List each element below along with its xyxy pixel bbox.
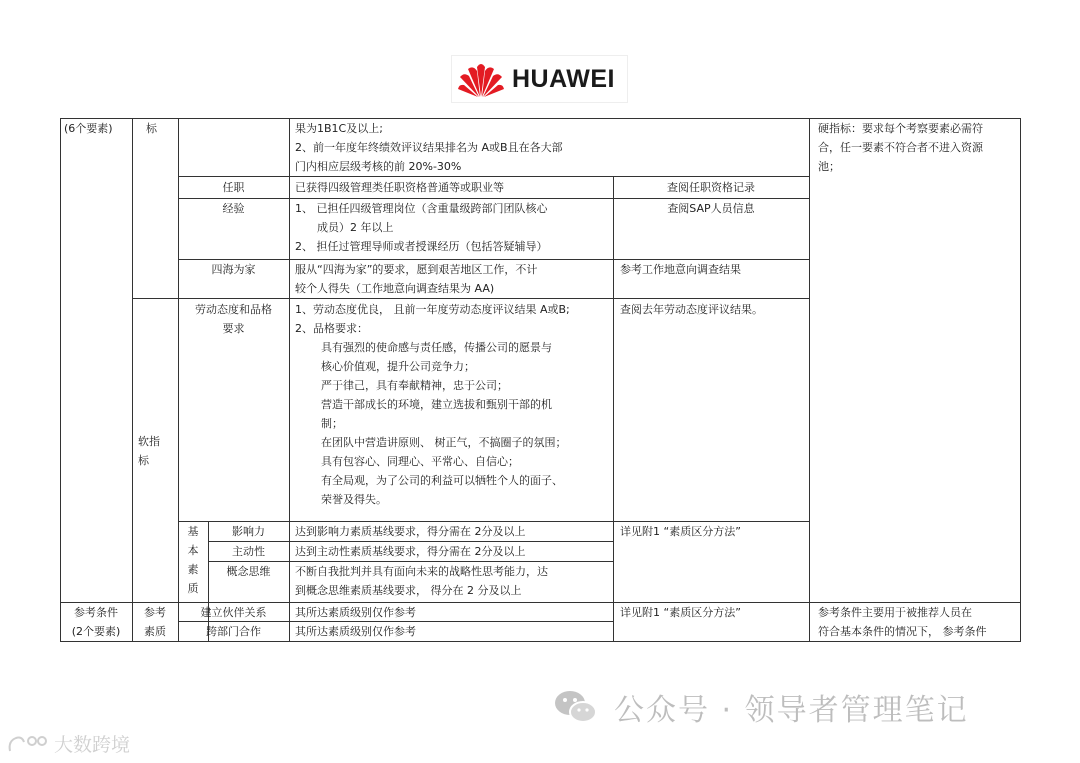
reference-condition-note: 参考条件主要用于被推荐人员在 符合基本条件的情况下， 参考条件: [818, 606, 987, 638]
experience-requirement: 1、 已担任四级管理岗位（含重量级跨部门团队核心 成员）2 年以上 2、 担任过管理导师或者授课经历（包括答疑辅导）: [295, 202, 548, 253]
basic-quality-label: 基 本 素 质: [187, 525, 199, 595]
reference-quality-reference: 详见附1 “素质区分方法”: [620, 606, 741, 619]
partnership-requirement: 其所达素质级别仅作参考: [295, 606, 416, 619]
huawei-logo: [451, 55, 628, 103]
wechat-icon: [552, 687, 600, 727]
initiative-requirement: 达到主动性素质基线要求，得分需在 2分及以上: [295, 545, 526, 558]
mobility-reference: 参考工作地意向调查结果: [620, 263, 741, 276]
soft-indicator-label: 软指 标: [138, 435, 160, 467]
cross-department-requirement: 其所达素质级别仅作参考: [295, 625, 416, 638]
item-mobility: 四海为家: [211, 263, 256, 276]
wechat-watermark: [552, 685, 969, 729]
hard-indicator-note: 硬指标：要求每个考察要素必需符 合，任一要素不符合者不进入资源 池；: [818, 122, 983, 173]
reference-sub-label: 参考 素质: [144, 606, 166, 638]
corner-watermark-text: 大数跨境: [54, 734, 131, 756]
criteria-table: [60, 118, 1021, 642]
watermark-text: 公众号 · 领导者管理笔记: [614, 693, 969, 728]
attitude-requirement: 1、劳动态度优良， 且前一年度劳动态度评议结果 A或B; 2、品格要求： 具有强烈的使命感与责任感，传播公司的愿景与 核心价值观，提升公司竞争力； 严于律己，具有奉献精神，忠于公司； 营造干部成长的环境，建立选拔和甄别干部的机 制； 在团队中营造讲原则、 树正气，不搞圈子的氛围； 具有包容心、同理心、平常心、自信心； 有全局观，为了公司的利益可以牺牲个人的面子、 荣誉及得失。: [295, 303, 570, 506]
item-qualification: 任职: [222, 181, 245, 194]
quality-reference: 详见附1 “素质区分方法”: [620, 525, 741, 538]
item-influence: 影响力: [232, 525, 265, 538]
item-initiative: 主动性: [232, 545, 265, 558]
brand-name: HUAWEI: [512, 64, 615, 93]
reference-group-label: 参考条件 (2个要素): [71, 606, 121, 638]
logo-mark-icon: [6, 733, 50, 755]
experience-reference: 查阅SAP人员信息: [667, 202, 755, 215]
item-partnership: 建立伙伴关系: [200, 606, 267, 619]
item-experience: 经验: [222, 202, 245, 215]
item-conceptual-thinking: 概念思维: [226, 565, 271, 578]
qualification-reference: 查阅任职资格记录: [667, 181, 755, 194]
corner-watermark: [6, 730, 130, 757]
group-sub-label: 标: [146, 122, 157, 135]
attitude-reference: 查阅去年劳动态度评议结果。: [620, 303, 763, 316]
influence-requirement: 达到影响力素质基线要求，得分需在 2分及以上: [295, 525, 526, 538]
mobility-requirement: 服从“四海为家”的要求，愿到艰苦地区工作，不计 较个人得失（工作地意向调查结果为 AA): [295, 263, 538, 295]
group-label: (6个要素): [64, 122, 113, 135]
item-cross-department: 跨部门合作: [206, 625, 261, 638]
qualification-requirement: 已获得四级管理类任职资格普通等或职业等: [295, 181, 504, 194]
huawei-petal-icon: [456, 59, 506, 99]
performance-requirement: 果为1B1C及以上; 2、前一年度年终绩效评议结果排名为 A或B且在各大部 门内相应层级考核的前 20%-30%: [295, 122, 563, 173]
item-attitude: 劳动态度和品格 要求: [195, 303, 272, 335]
conceptual-thinking-requirement: 不断自我批判并具有面向未来的战略性思考能力，达 到概念思维素质基线要求， 得分在 2 分及以上: [295, 565, 548, 597]
